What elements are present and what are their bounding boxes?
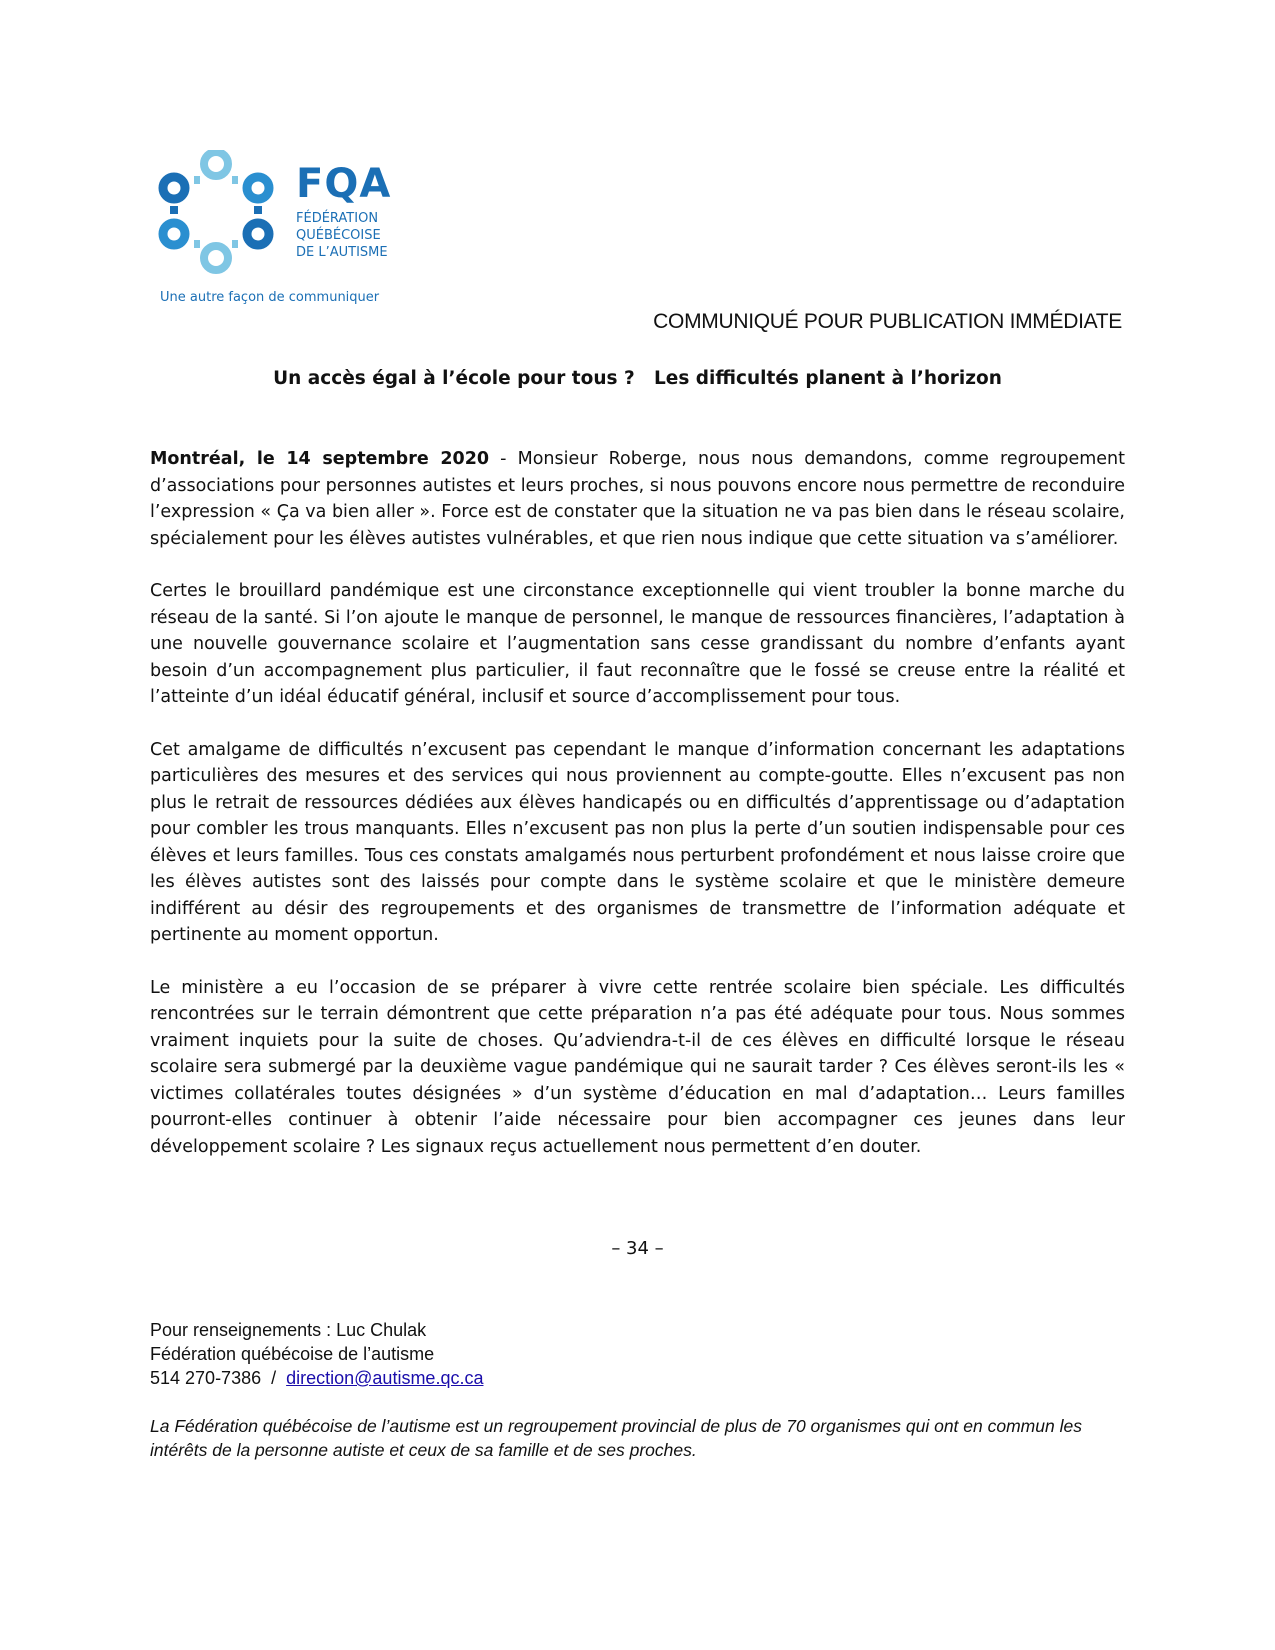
- logo-acronym: FQA: [296, 161, 392, 207]
- release-type: COMMUNIQUÉ POUR PUBLICATION IMMÉDIATE: [653, 310, 1122, 333]
- contact-email-link[interactable]: direction@autisme.qc.ca: [286, 1368, 484, 1388]
- contact-block: [150, 1318, 483, 1390]
- logo-tagline: Une autre façon de communiquer: [160, 290, 380, 305]
- logo-name-line: DE L’AUTISME: [296, 245, 388, 260]
- footer-note: La Fédération québécoise de l’autisme est un regroupement provincial de plus de 70 organismes qui ont en commun les intérêts de la personne autiste et ceux de sa famille et de ses proches.: [150, 1416, 1082, 1460]
- body-paragraph: [150, 446, 1125, 552]
- fqa-logo: [158, 150, 408, 310]
- paragraph-text: - Monsieur Roberge, nous nous demandons, comme regroupement d’associations pour personnes autistes et leurs proches, si nous pouvons encore nous permettre de reconduire l’expression « Ça va bien aller ». Force est de constater que la situation ne va pas bien dans le réseau scolaire, spécialement pour les élèves autistes vulnérables, et que rien nous indique que cette situation va s’améliorer.: [150, 449, 1125, 549]
- logo-name-line: QUÉBÉCOISE: [296, 228, 381, 243]
- contact-phone-email: [150, 1366, 483, 1390]
- contact-phone: 514 270-7386 /: [150, 1368, 287, 1388]
- logo-name-line: FÉDÉRATION: [296, 211, 379, 226]
- body-paragraph: Le ministère a eu l’occasion de se préparer à vivre cette rentrée scolaire bien spéciale. Les difficultés rencontrées sur le terrain démontrent que cette préparation n’a pas été adéquate pour tous. Nous sommes vraiment inquiets pour la suite de choses. Qu’adviendra-t-il de ces élèves en difficulté lorsque le réseau scolaire sera submergé par la deuxième vague pandémique qui ne saurait tarder ? Ces élèves seront-ils les « victimes collatérales toutes désignées » d’un système d’éducation en mal d’adaptation… Leurs familles pourront-elles continuer à obtenir l’aide nécessaire pour bien accompagner ces jeunes dans leur développement scolaire ? Les signaux reçus actuellement nous permettent d’en douter.: [150, 977, 1125, 1157]
- logo-organization-name: [296, 210, 388, 261]
- dateline: Montréal, le 14 septembre 2020: [150, 449, 490, 469]
- page-number: – 34 –: [611, 1238, 664, 1259]
- press-release-body: [150, 446, 1125, 1186]
- contact-person: Pour renseignements : Luc Chulak: [150, 1320, 427, 1340]
- headline: Un accès égal à l’école pour tous ? Les difficultés planent à l’horizon: [273, 368, 1002, 389]
- body-paragraph: Cet amalgame de difficultés n’excusent pas cependant le manque d’information concernant les adaptations particulières des mesures et des services qui nous proviennent au compte-goutte. Elles n’excusent pas non plus le retrait de ressources dédiées aux élèves handicapés ou en difficultés d’apprentissage ou d’adaptation pour combler les trous manquants. Elles n’excusent pas non plus la perte d’un soutien indispensable pour ces élèves et leurs familles. Tous ces constats amalgamés nous perturbent profondément et nous laisse croire que les élèves autistes sont des laissés pour compte dans le système scolaire et que le ministère demeure indifférent au désir des regroupements et des organismes de transmettre de l’information adéquate et pertinente au moment opportun.: [150, 739, 1125, 945]
- body-paragraph: Certes le brouillard pandémique est une circonstance exceptionnelle qui vient troubler la bonne marche du réseau de la santé. Si l’on ajoute le manque de personnel, le manque de ressources financières, l’adaptation à une nouvelle gouvernance scolaire et l’augmentation sans cesse grandissant du nombre d’enfants ayant besoin d’un accompagnement plus particulier, il faut reconnaître que le fossé se creuse entre la réalité et l’atteinte d’un idéal éducatif général, inclusif et source d’accomplissement pour tous.: [150, 581, 1125, 707]
- fqa-logo-mark: [158, 150, 278, 275]
- contact-organization: Fédération québécoise de l’autisme: [150, 1344, 435, 1364]
